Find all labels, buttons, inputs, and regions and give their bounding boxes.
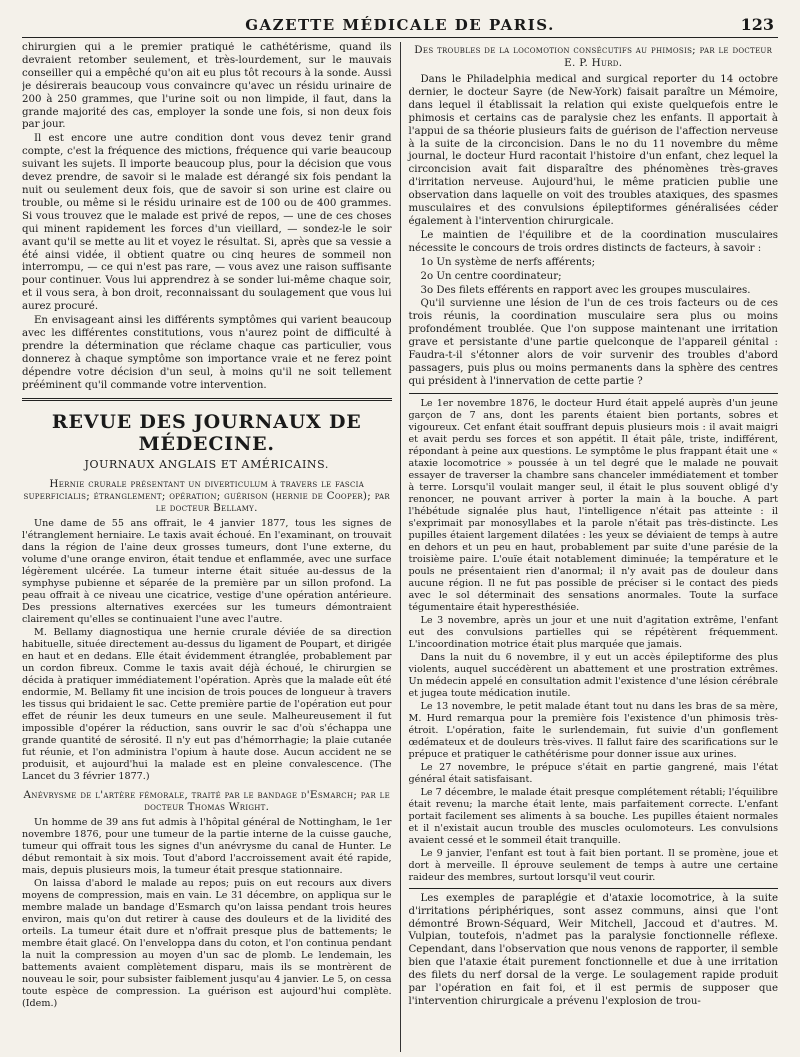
body-paragraph: Le 13 novembre, le petit malade étant tout nu dans les bras de sa mère, M. Hurd remarqua pour la première fois l'existence d'un phimosis très-étroit. L'opération, faite le surlendemain, fut suivie d'un gonflement œdémateux et de douleurs très-vives. Il fallut faire des scarifications sur le prépuce et pratiquer le cathétérisme pour donner issue aux urines. bbox=[408, 700, 778, 760]
article-heading: Des troubles de la locomotion consécutifs au phimosis; par le docteur E. P. Hurd. bbox=[414, 44, 773, 69]
body-paragraph: chirurgien qui a le premier pratiqué le cathétérisme, quand ils devraient retomber seulement, et très-lourdement, sur le mauvais conseiller qui a empêché qu'on ait eu plus tôt recours à la sonde. Aussi je désirerais beaucoup vous convaincre qu'avec un résidu urinaire de 200 à 250 grammes, que l'urine soit ou non limpide, il faut, dans la grande majorité des cas, employer la sonde une fois, si non deux fois par jour. bbox=[22, 42, 392, 131]
page-number: 123 bbox=[740, 15, 774, 34]
running-header bbox=[22, 0, 778, 38]
article-heading: Hernie crurale présentant un diverticulum à travers le fascia superficialis; étranglement; opération; guérison (hernie de Cooper); par le docteur Bellamy. bbox=[23, 478, 390, 515]
right-column bbox=[401, 42, 779, 1052]
body-paragraph: On laissa d'abord le malade au repos; puis on eut recours aux divers moyens de compression, mais en vain. Le 31 décembre, on appliqua sur le membre malade un bandage d'Esmarch qu'on laissa pendant trois heures environ, mais qu'on dut retirer à cause des douleurs et de la lividité des orteils. La tumeur était dure et n'offrait presque plus de battements; le membre était glacé. On l'enveloppa dans du coton, et l'on continua pendant la nuit la compression au moyen d'un sac de plomb. Le lendemain, les battements avaient complètement disparu, mais ils se montrèrent de nouveau le soir, pour subsister faiblement jusqu'au 4 janvier. Le 5, on cessa toute espèce de compression. La guérison est aujourd'hui complète. (Idem.) bbox=[22, 878, 392, 1010]
body-paragraph: Le maintien de l'équilibre et de la coordination musculaires nécessite le concours de trois ordres distincts de facteurs, à savoir : bbox=[408, 229, 778, 254]
list-item: 1o Un système de nerfs afférents; bbox=[420, 256, 596, 268]
body-paragraph: En envisageant ainsi les différents symptômes qui varient beaucoup avec les différentes constitutions, vous n'aurez point de difficulté à prendre la détermination que réclame chaque cas particulier, vous donnerez à chaque symptôme son importance vraie et ne ferez point dépendre votre décision d'un seul, à moins qu'il ne soit tellement prééminent qu'il commande votre intervention. bbox=[22, 315, 392, 391]
body-paragraph: Le 27 novembre, le prépuce s'était en partie gangrené, mais l'état général était satisfaisant. bbox=[408, 761, 778, 785]
body-paragraph: Le 9 janvier, l'enfant est tout à fait bien portant. Il se promène, joue et dort à merveille. Il éprouve seulement de temps à autre une certaine raideur des membres, surtout lorsqu'il veut courir. bbox=[408, 847, 778, 883]
body-paragraph: Dans le Philadelphia medical and surgical reporter du 14 octobre dernier, le docteur Sayre (de New-York) faisait paraître un Mémoire, dans lequel il établissait la relation qui existe quelquefois entre le phimosis et certains cas de paralysie chez les enfants. Il apportait à l'appui de sa théorie plusieurs faits de guérison de l'affection nerveuse à la suite de la circoncision. Dans le no du 11 novembre du même journal, le docteur Hurd racontait l'histoire d'un enfant, chez lequel la circoncision avait fait disparaître des phénomènes très-graves d'irritation nerveuse. Aujourd'hui, le même praticien publie une observation dans laquelle on voit des troubles ataxiques, des spasmes musculaires et des convulsions épileptiformes généralisées céder également à l'intervention chirurgicale. bbox=[408, 74, 778, 227]
body-paragraph: Qu'il survienne une lésion de l'un de ces trois facteurs ou de ces trois réunis, la coordination musculaire sera plus ou moins profondément troublée. Que l'on suppose maintenant une irritation grave et persistante d'une partie quelconque de l'appareil génital : Faudra-t-il s'étonner alors de voir survenir des troubles d'abord passagers, puis plus ou moins permanents dans la sphère des centres qui président à l'innervation de cette partie ? bbox=[408, 298, 778, 387]
two-column-body bbox=[22, 42, 778, 1052]
body-paragraph: Il est encore une autre condition dont vous devez tenir grand compte, c'est la fréquence des mictions, fréquence qui varie beaucoup suivant les sujets. Il importe beaucoup plus, pour la décision que vous devez prendre, de savoir si le malade est dérangé six fois pendant la nuit ou seulement deux fois, que de savoir si son urine est claire ou trouble, ou même si le résidu urinaire est de 100 ou de 400 grammes. Si vous trouvez que le malade est privé de repos, — une de ces choses qui minent rapidement les forces d'un vieillard, — sondez-le le soir avant qu'il se mette au lit et voyez le résultat. Si, après que sa vessie a été ainsi vidée, il obtient quatre ou cinq heures de sommeil non interrompu, — ce qui n'est pas rare, — vous avez une raison suffisante pour continuer. Vous lui apprendrez à se sonder lui-même chaque soir, et il vous sera, à bon droit, reconnaissant du soulagement que vous lui aurez procuré. bbox=[22, 133, 392, 313]
body-paragraph: M. Bellamy diagnostiqua une hernie crurale déviée de sa direction habituelle, située directement au-dessus du ligament de Poupart, et dirigée en haut et en dedans. Elle était évidemment étranglée, probablement par un cordon fibreux. Comme le taxis avait déjà échoué, le chirurgien se décida à pratiquer immédiatement l'opération. Après que la malade eût été endormie, M. Bellamy fit une incision de trois pouces de longueur à travers les tissus qui bridaient le sac. Cette première partie de l'opération eut pour effet de réunir les deux tumeurs en une seule. Malheureusement il fut impossible d'opérer la réduction, sans ouvrir le sac d'où s'échappa une grande quantité de sérosité. Il n'y eut pas d'hémorrhagie; la plaie cutanée fut réunie, et l'on administra l'opium à haute dose. Aucun accident ne se produisit, et aujourd'hui la malade est en pleine convalescence. (The Lancet du 3 février 1877.) bbox=[22, 627, 392, 783]
section-subtitle: JOURNAUX ANGLAIS ET AMÉRICAINS. bbox=[84, 458, 329, 472]
body-paragraph: Les exemples de paraplégie et d'ataxie locomotrice, à la suite d'irritations périphériques, sont assez communs, ainsi que l'ont démontré Brown-Séquard, Weir Mitchell, Jaccoud et d'autres. M. Vulpian, toutefois, n'admet pas la paralysie fonctionnelle réflexe. Cependant, dans l'observation que nous venons de rapporter, il semble bien que l'ataxie était purement fonctionnelle et due à une irritation des filets du nerf dorsal de la verge. Le soulagement rapide produit par l'opération en fait foi, et il est permis de supposer que l'intervention chirurgicale a prévenu l'explosion de trou- bbox=[408, 892, 778, 1007]
section-divider bbox=[409, 888, 779, 889]
list-item: 2o Un centre coordinateur; bbox=[420, 270, 562, 282]
section-divider bbox=[409, 393, 779, 394]
body-paragraph: Un homme de 39 ans fut admis à l'hôpital général de Nottingham, le 1er novembre 1876, pour une tumeur de la partie interne de la cuisse gauche, tumeur qui offrait tous les signes d'un anévrysme du canal de Hunter. Le début remontait à six mois. Tout d'abord l'accroissement avait été rapide, mais, depuis plusieurs mois, la tumeur était presque stationnaire. bbox=[22, 817, 392, 877]
body-paragraph: Une dame de 55 ans offrait, le 4 janvier 1877, tous les signes de l'étranglement herniaire. Le taxis avait échoué. En l'examinant, on trouvait dans la région de l'aine deux grosses tumeurs, dont l'une externe, du volume d'une orange environ, était tendue et enflammée, avec une surface légèrement ulcérée. La tumeur interne était située au-dessus de la symphyse pubienne et séparée de la première par un sillon profond. La peau offrait à ce niveau une cicatrice, vestige d'une opération antérieure. Des pressions alternatives exercées sur les tumeurs démontraient clairement qu'elles se continuaient l'une avec l'autre. bbox=[22, 518, 392, 626]
body-paragraph: Le 1er novembre 1876, le docteur Hurd était appelé auprès d'un jeune garçon de 7 ans, dont les parents étaient bien portants, sobres et vigoureux. Cet enfant était souffrant depuis plusieurs mois : il avait maigri et avait perdu ses forces et son appétit. Il était pâle, triste, indifférent, répondant à peine aux questions. Le symptôme le plus frappant était une « ataxie locomotrice » poussée à un tel degré que le malade ne pouvait essayer de traverser la chambre sans chanceler immédiatement et tomber à terre. Lorsqu'il voulait manger seul, il était le plus souvent obligé d'y renoncer, ne pouvant arriver à porter la main à la bouche. A part l'hébétude signalée plus haut, l'intelligence n'était pas atteinte : il s'exprimait par monosyllabes et la parole n'était pas très-distincte. Les pupilles étaient largement dilatées : les yeux se déviaient de temps à autre en dehors et un peu en haut, probablement par suite d'une parésie de la troisième paire. L'ouïe était notablement diminuée; la température et le pouls ne présentaient rien d'anormal; il n'y avait pas de douleur dans aucune région. Il ne fut pas possible de préciser si le contact des pieds avec le sol déterminait des sensations anormales. Toute la surface tégumentaire était hyperesthésiée. bbox=[408, 397, 778, 613]
body-paragraph: Le 3 novembre, après un jour et une nuit d'agitation extrême, l'enfant eut des convulsions partielles qui se répétèrent fréquemment. L'incoordination motrice était plus marquée que jamais. bbox=[408, 614, 778, 650]
section-divider bbox=[22, 398, 392, 401]
list-item: 3o Des filets efférents en rapport avec les groupes musculaires. bbox=[420, 284, 751, 296]
body-paragraph: Le 7 décembre, le malade était presque complétement rétabli; l'équilibre était revenu; la marche était lente, mais parfaitement correcte. L'enfant portait facilement ses aliments à sa bouche. Les pupilles étaient normales et il n'existait aucun trouble des muscles oculomoteurs. Les convulsions avaient cessé et le sommeil était tranquille. bbox=[408, 786, 778, 846]
journal-title: GAZETTE MÉDICALE DE PARIS. bbox=[245, 16, 555, 34]
article-heading: Anévrysme de l'artère fémorale, traité par le bandage d'Esmarch; par le docteur Thomas Wright. bbox=[23, 789, 391, 814]
body-paragraph: Dans la nuit du 6 novembre, il y eut un accès épileptiforme des plus violents, auquel succédèrent un abattement et une prostration extrêmes. Un médecin appelé en consultation admit l'existence d'une lésion cérébrale et jugea toute médication inutile. bbox=[408, 651, 778, 699]
section-title: REVUE DES JOURNAUX DE MÉDECINE. bbox=[51, 411, 362, 456]
left-column bbox=[22, 42, 400, 1052]
